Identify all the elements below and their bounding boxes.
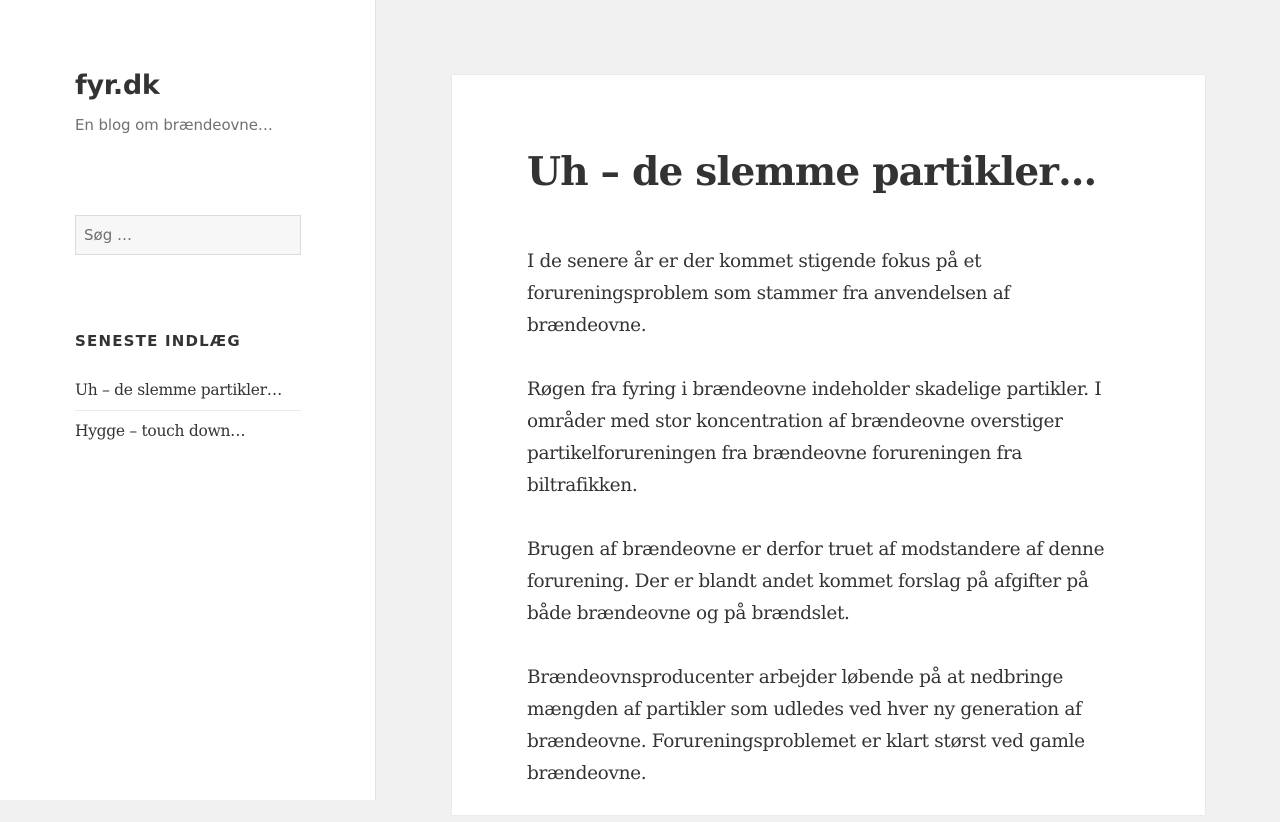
recent-post-link[interactable]: Hygge – touch down…	[75, 421, 246, 440]
post-paragraph: I de senere år er der kommet stigende fokus på et forureningsproblem som stammer fra anvendelsen af brændeovne.	[527, 251, 1010, 336]
list-item	[75, 370, 301, 410]
recent-posts-list	[75, 370, 301, 450]
post-paragraph: Brugen af brændeovne er derfor truet af modstandere af denne forurening. Der er blandt andet kommet forslag på afgifter på både brændeovne og på brændslet.	[527, 539, 1105, 624]
recent-posts-heading: SENESTE INDLÆG	[75, 332, 241, 350]
site-description: En blog om brændeovne…	[75, 116, 273, 134]
sidebar	[0, 0, 376, 800]
post-paragraph: Røgen fra fyring i brændeovne indeholder skadelige partikler. I områder med stor koncentration af brændeovne overstiger partikelforureningen fra brændeovne forureningen fra biltrafikken.	[527, 379, 1102, 496]
post-title: Uh – de slemme partikler…	[527, 149, 1097, 195]
recent-post-link[interactable]: Uh – de slemme partikler…	[75, 381, 282, 399]
post-article	[452, 75, 1205, 815]
search-input[interactable]	[75, 215, 301, 255]
post-content	[527, 246, 1117, 822]
site-title-link[interactable]: fyr.dk	[75, 70, 160, 101]
list-item	[75, 410, 301, 450]
post-paragraph: Brændeovnsproducenter arbejder løbende på at nedbringe mængden af partikler som udledes ved hver ny generation af brændeovne. Forureningsproblemet er klart størst ved gamle brændeovne.	[527, 667, 1085, 784]
